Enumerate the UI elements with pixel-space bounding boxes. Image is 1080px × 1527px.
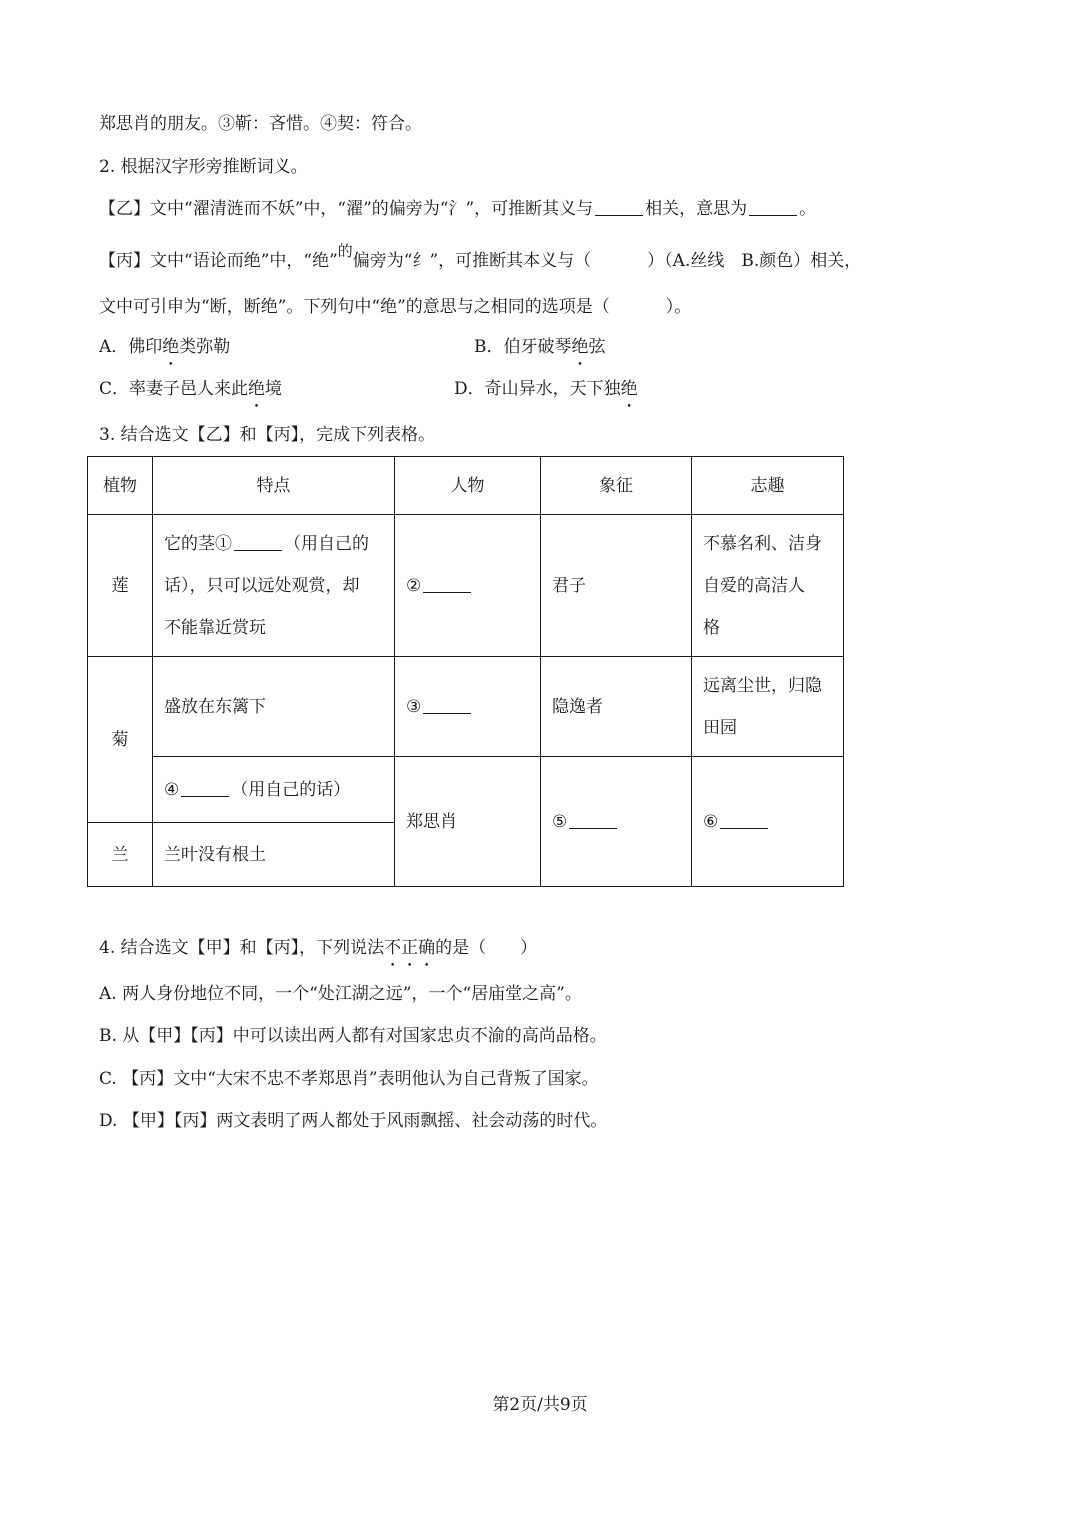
question-4-option-b: B. 从【甲】【丙】中可以读出两人都有对国家忠贞不渝的高尚品格。	[99, 1026, 607, 1046]
cell-plant: 兰	[88, 823, 153, 887]
cell-symbol: 隐逸者	[541, 657, 692, 757]
table-header-row	[88, 457, 844, 515]
header-feature: 特点	[153, 457, 395, 515]
table-row-lian	[88, 515, 844, 657]
question-4-option-d: D. 【甲】【丙】两文表明了两人都处于风雨飘摇、社会动荡的时代。	[99, 1111, 608, 1131]
answer-blank[interactable]	[423, 576, 471, 593]
cell-person: 郑思肖	[395, 757, 541, 887]
cell-feature: 兰叶没有根土	[153, 823, 395, 887]
cell-symbol: 君子	[541, 515, 692, 657]
page-number: 第2页/共9页	[492, 1395, 588, 1415]
text-line-notes: 郑思肖的朋友。③靳：吝惜。④契：符合。	[99, 114, 422, 134]
cell-person: ②	[395, 515, 541, 657]
option-a: A．佛印绝类弥勒	[99, 337, 231, 357]
cell-interest: 不慕名利、洁身 自爱的高洁人 格	[692, 515, 844, 657]
answer-blank[interactable]	[234, 534, 282, 551]
answer-blank[interactable]	[595, 199, 643, 216]
cell-plant: 莲	[88, 515, 153, 657]
table-row-ju-2	[88, 757, 844, 823]
answer-blank[interactable]	[720, 812, 768, 829]
table-row-ju	[88, 657, 844, 757]
option-d: D．奇山异水，天下独绝	[454, 379, 638, 399]
cell-feature: 盛放在东篱下	[153, 657, 395, 757]
header-person: 人物	[395, 457, 541, 515]
option-b: B．伯牙破琴绝弦	[474, 337, 606, 357]
question-4-option-a: A. 两人身份地位不同，一个“处江湖之远”，一个“居庙堂之高”。	[99, 984, 582, 1004]
cell-symbol: ⑤	[541, 757, 692, 887]
cell-person: ③	[395, 657, 541, 757]
cell-interest: ⑥	[692, 757, 844, 887]
question-4-title: 4. 结合选文【甲】和【丙】，下列说法不正确的是（ ）	[99, 938, 538, 958]
question-2-bing-line: 【丙】文中“语论而绝”中，“绝”的偏旁为“纟”，可推断其本义与（ ）（A.丝线 B.颜色）相关，	[99, 242, 862, 271]
header-symbol: 象征	[541, 457, 692, 515]
cell-plant: 菊	[88, 657, 153, 823]
answer-blank[interactable]	[181, 780, 229, 797]
answer-blank[interactable]	[749, 199, 797, 216]
cell-feature: 它的茎① （用自己的 话），只可以远处观赏，却 不能靠近赏玩	[153, 515, 395, 657]
answer-blank[interactable]	[569, 812, 617, 829]
question-2-title: 2. 根据汉字形旁推断词义。	[99, 157, 308, 177]
cell-feature: ④ （用自己的话）	[153, 757, 395, 823]
header-interest: 志趣	[692, 457, 844, 515]
question-2-bing-line-2: 文中可引申为“断，断绝”。下列句中“绝”的意思与之相同的选项是（ ）。	[99, 297, 692, 317]
question-3-title: 3. 结合选文【乙】和【丙】，完成下列表格。	[99, 425, 436, 445]
question-2-yi-line: 【乙】文中“濯清涟而不妖”中，“濯”的偏旁为“氵”，可推断其义与 相关，意思为 。	[99, 199, 817, 219]
question-4-option-c: C. 【丙】文中“大宋不忠不孝郑思肖”表明他认为自己背叛了国家。	[99, 1069, 599, 1089]
header-plant: 植物	[88, 457, 153, 515]
option-c: C．率妻子邑人来此绝境	[99, 379, 283, 399]
answer-blank[interactable]	[423, 697, 471, 714]
cell-interest: 远离尘世，归隐 田园	[692, 657, 844, 757]
plant-table	[87, 456, 844, 887]
